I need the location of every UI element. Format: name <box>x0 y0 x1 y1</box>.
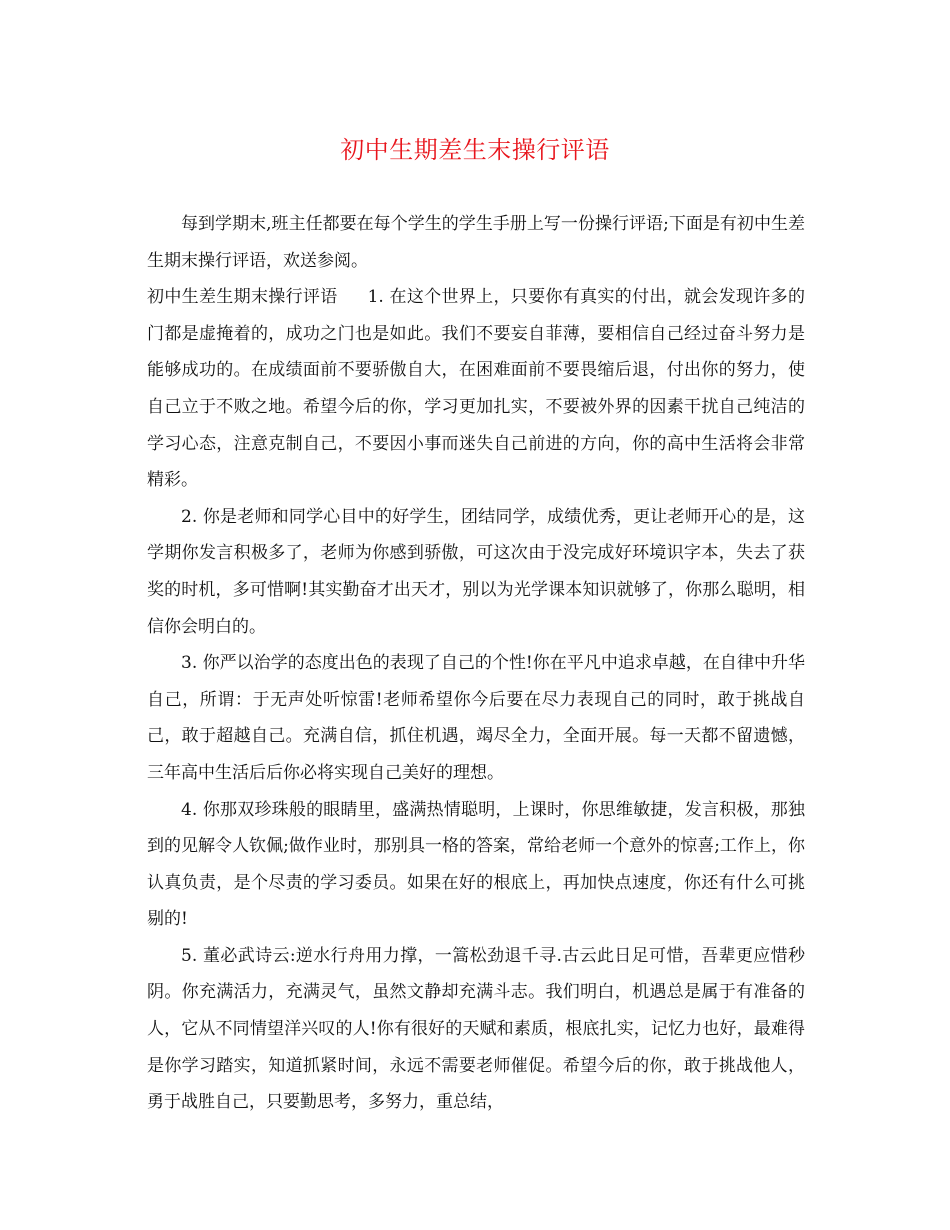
item-paragraph-2: 2. 你是老师和同学心目中的好学生，团结同学，成绩优秀，更让老师开心的是，这学期你发言积极多了，老师为你感到骄傲，可这次由于没完成好环境识字本，失去了获奖的时机，多可惜啊!其实勤奋才出天才，别以为光学课本知识就够了，你那么聪明，相信你会明白的。 <box>147 506 805 637</box>
document-title: 初中生期差生末操行评语 <box>340 136 610 164</box>
item-paragraph-3: 3. 你严以治学的态度出色的表现了自己的个性!你在平凡中追求卓越，在自律中升华自己，所谓：于无声处听惊雷!老师希望你今后要在尽力表现自己的同时，敢于挑战自己，敢于超越自己。充满自信，抓住机遇，竭尽全力，全面开展。每一天都不留遗憾，三年高中生活后后你必将实现自己美好的理想。 <box>147 653 805 783</box>
item-paragraph-1 <box>147 279 805 499</box>
intro-paragraph: 每到学期末,班主任都要在每个学生的学生手册上写一份操行评语;下面是有初中生差生期末操行评语，欢送参阅。 <box>147 214 805 271</box>
item-text-1: 1. 在这个世界上，只要你有真实的付出，就会发现许多的门都是虚掩着的，成功之门也是如此。我们不要妄自菲薄，要相信自己经过奋斗努力是能够成功的。在成绩面前不要骄傲自大，在困难面前不要畏缩后退，付出你的努力，使自己立于不败之地。希望今后的你，学习更加扎实，不要被外界的因素干扰自己纯洁的学习心态，注意克制自己，不要因小事而迷失自己前进的方向，你的高中生活将会非常精彩。 <box>147 287 806 491</box>
section-heading: 初中生差生期末操行评语 <box>147 287 338 308</box>
item-paragraph-4: 4. 你那双珍珠般的眼睛里，盛满热情聪明，上课时，你思维敏捷，发言积极，那独到的见解令人钦佩;做作业时，那别具一格的答案，常给老师一个意外的惊喜;工作上，你认真负责，是个尽责的学习委员。如果在好的根底上，再加快点速度，你还有什么可挑剔的! <box>147 799 805 930</box>
item-paragraph-5: 5. 董必武诗云:逆水行舟用力撑，一篙松劲退千寻.古云此日足可惜，吾辈更应惜秒阴。你充满活力，充满灵气，虽然文静却充满斗志。我们明白，机遇总是属于有准备的人，它从不同情望洋兴叹的人!你有很好的天赋和素质，根底扎实，记忆力也好，最难得是你学习踏实，知道抓紧时间，永远不需要老师催促。希望今后的你，敢于挑战他人，勇于战胜自己，只要勤思考，多努力，重总结， <box>147 945 805 1113</box>
document-body <box>147 206 805 1121</box>
